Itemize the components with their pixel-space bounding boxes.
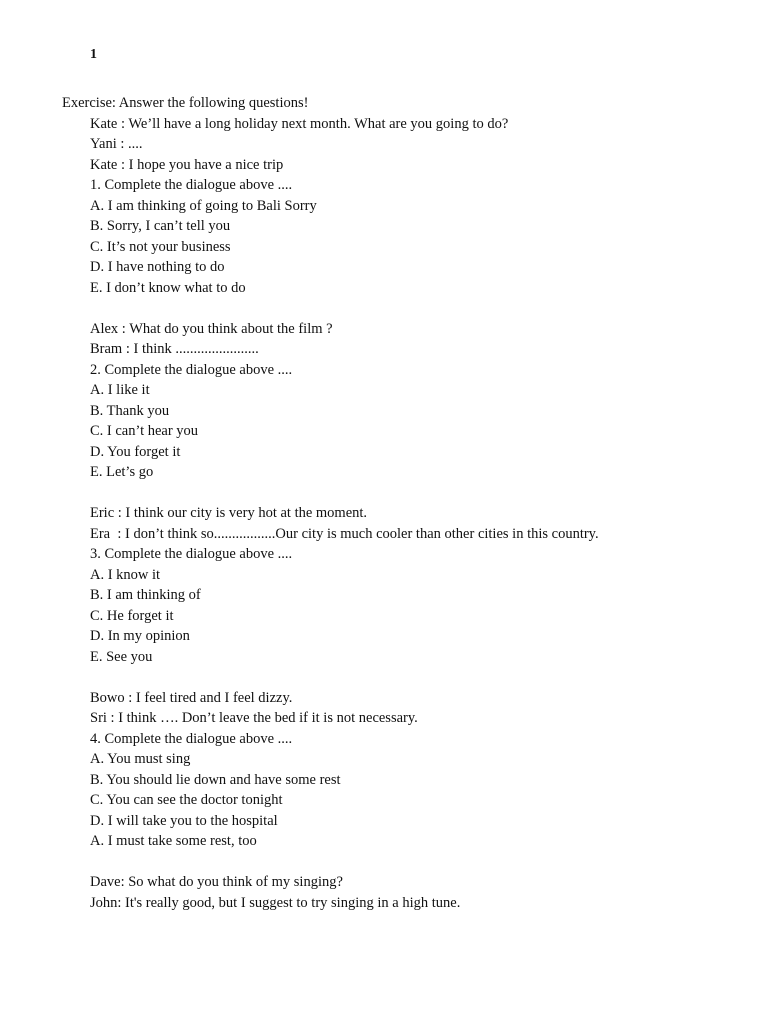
- answer-option: D. I will take you to the hospital: [90, 812, 278, 829]
- question-block-1: [90, 114, 750, 299]
- block-spacer: [90, 667, 750, 688]
- answer-option: E. I don’t know what to do: [90, 279, 246, 296]
- question-prompt: 4. Complete the dialogue above ....: [90, 730, 293, 747]
- answer-option: A. I like it: [90, 382, 150, 398]
- dialogue-line: Bowo : I feel tired and I feel dizzy.: [90, 689, 293, 706]
- answer-option: B. Sorry, I can’t tell you: [90, 218, 231, 234]
- question-prompt: 2. Complete the dialogue above ....: [90, 361, 293, 378]
- answer-option: D. You forget it: [90, 443, 181, 460]
- answer-option: C. It’s not your business: [90, 238, 231, 255]
- answer-option: A. I know it: [90, 566, 161, 583]
- dialogue-line: Yani : ....: [90, 136, 143, 152]
- dialogue-line: Alex : What do you think about the film ?: [90, 320, 333, 337]
- answer-option: E. Let’s go: [90, 464, 154, 480]
- answer-option: D. I have nothing to do: [90, 259, 225, 275]
- answer-option: C. You can see the doctor tonight: [90, 792, 283, 808]
- block-spacer: [90, 483, 750, 504]
- block-spacer: [90, 852, 750, 873]
- dialogue-line: Kate : I hope you have a nice trip: [90, 156, 284, 173]
- question-prompt: 1. Complete the dialogue above ....: [90, 177, 293, 193]
- answer-option: B. I am thinking of: [90, 587, 201, 603]
- exercise-heading: Exercise: Answer the following questions!: [62, 95, 309, 111]
- dialogue-line: Kate : We’ll have a long holiday next month. What are you going to do?: [90, 115, 509, 132]
- answer-option: E. See you: [90, 648, 153, 665]
- dialogue-line: Bram : I think .......................: [90, 341, 259, 357]
- dialogue-line: Eric : I think our city is very hot at the moment.: [90, 505, 368, 521]
- answer-option: C. I can’t hear you: [90, 423, 199, 439]
- dialogue-line: Dave: So what do you think of my singing?: [90, 874, 343, 890]
- answer-option: A. You must sing: [90, 751, 191, 767]
- dialogue-line: Sri : I think …. Don’t leave the bed if it is not necessary.: [90, 710, 418, 726]
- question-block-3: [90, 503, 750, 667]
- dialogue-line: Era : I don’t think so.................Our city is much cooler than other cities in this country.: [90, 525, 599, 542]
- question-block-5: [90, 872, 750, 913]
- exercise-body: [90, 114, 750, 914]
- block-spacer: [90, 298, 750, 319]
- question-block-4: [90, 688, 750, 852]
- answer-option: B. You should lie down and have some rest: [90, 771, 341, 788]
- answer-option: C. He forget it: [90, 607, 174, 624]
- dialogue-line: John: It's really good, but I suggest to try singing in a high tune.: [90, 894, 461, 911]
- answer-option: A. I am thinking of going to Bali Sorry: [90, 197, 317, 214]
- question-block-2: [90, 319, 750, 483]
- page-number: 1: [90, 47, 97, 62]
- answer-option: D. In my opinion: [90, 628, 190, 644]
- answer-option: A. I must take some rest, too: [90, 833, 257, 849]
- question-prompt: 3. Complete the dialogue above ....: [90, 546, 293, 562]
- answer-option: B. Thank you: [90, 402, 170, 419]
